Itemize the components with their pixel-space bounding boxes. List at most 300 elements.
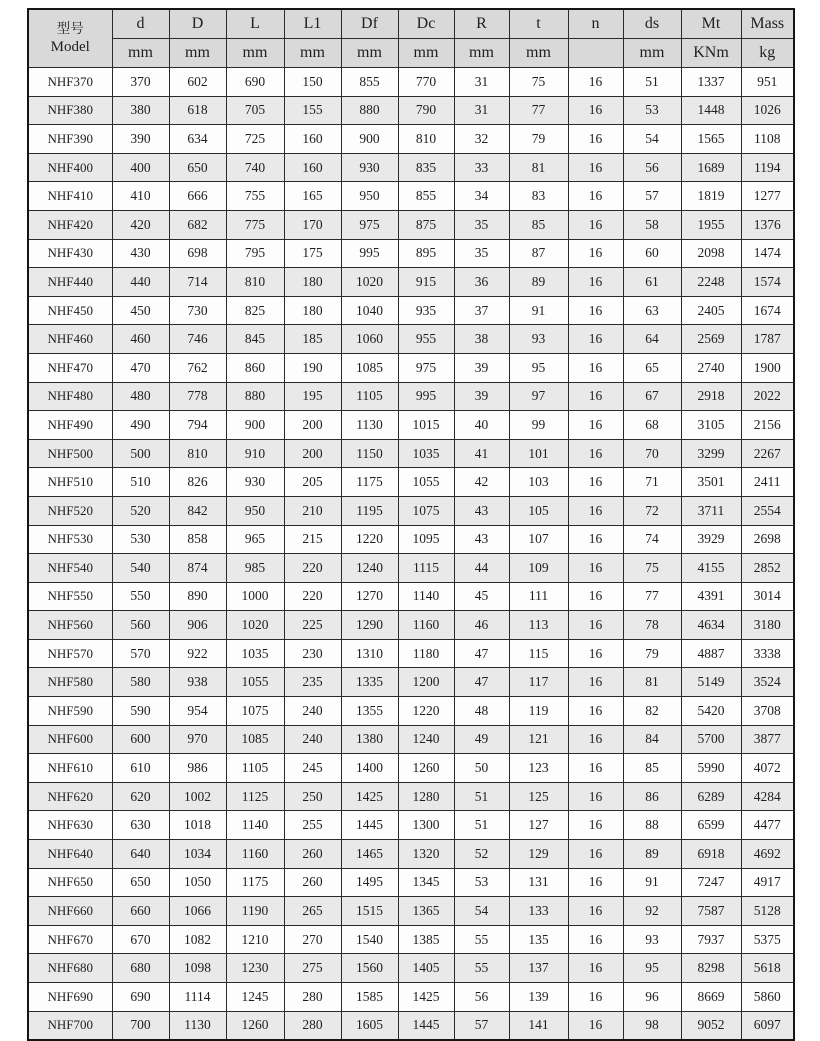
cell-n: 16 [568, 182, 623, 211]
cell-d: 620 [112, 782, 169, 811]
cell-d: 380 [112, 96, 169, 125]
cell-Dc: 1140 [398, 582, 454, 611]
cell-D: 874 [169, 554, 226, 583]
table-row [28, 153, 794, 182]
cell-D: 1082 [169, 925, 226, 954]
cell-Mt: 2918 [681, 382, 741, 411]
cell-D: 1002 [169, 782, 226, 811]
cell-R: 52 [454, 840, 509, 869]
cell-n: 16 [568, 239, 623, 268]
cell-D: 938 [169, 668, 226, 697]
cell-Df: 1380 [341, 725, 398, 754]
cell-L1: 180 [284, 296, 341, 325]
cell-R: 53 [454, 868, 509, 897]
cell-Mt: 3299 [681, 439, 741, 468]
cell-D: 666 [169, 182, 226, 211]
cell-D: 762 [169, 353, 226, 382]
cell-n: 16 [568, 582, 623, 611]
cell-d: 440 [112, 268, 169, 297]
model-cell: NHF640 [28, 840, 112, 869]
cell-d: 630 [112, 811, 169, 840]
cell-Mass: 1376 [741, 210, 794, 239]
model-cell: NHF490 [28, 411, 112, 440]
spec-table [27, 8, 795, 1041]
cell-ds: 61 [623, 268, 681, 297]
cell-n: 16 [568, 1011, 623, 1040]
model-cell: NHF480 [28, 382, 112, 411]
cell-D: 682 [169, 210, 226, 239]
cell-Mt: 4155 [681, 554, 741, 583]
cell-d: 400 [112, 153, 169, 182]
cell-Df: 855 [341, 68, 398, 97]
cell-L1: 240 [284, 725, 341, 754]
cell-d: 570 [112, 639, 169, 668]
cell-Mass: 1574 [741, 268, 794, 297]
cell-L1: 170 [284, 210, 341, 239]
cell-t: 121 [509, 725, 568, 754]
cell-n: 16 [568, 954, 623, 983]
cell-ds: 58 [623, 210, 681, 239]
cell-R: 47 [454, 668, 509, 697]
table-row [28, 325, 794, 354]
cell-Df: 950 [341, 182, 398, 211]
cell-Mass: 951 [741, 68, 794, 97]
cell-Dc: 1260 [398, 754, 454, 783]
cell-Dc: 1385 [398, 925, 454, 954]
table-row [28, 525, 794, 554]
cell-Mt: 2248 [681, 268, 741, 297]
cell-Dc: 1015 [398, 411, 454, 440]
cell-Mt: 5149 [681, 668, 741, 697]
cell-L: 1055 [226, 668, 284, 697]
cell-L: 725 [226, 125, 284, 154]
cell-d: 460 [112, 325, 169, 354]
cell-Dc: 1035 [398, 439, 454, 468]
cell-ds: 78 [623, 611, 681, 640]
cell-R: 31 [454, 68, 509, 97]
cell-L1: 195 [284, 382, 341, 411]
cell-D: 602 [169, 68, 226, 97]
table-row [28, 496, 794, 525]
cell-ds: 75 [623, 554, 681, 583]
cell-Mass: 4072 [741, 754, 794, 783]
cell-t: 123 [509, 754, 568, 783]
cell-ds: 64 [623, 325, 681, 354]
cell-L: 690 [226, 68, 284, 97]
table-row [28, 611, 794, 640]
cell-L1: 245 [284, 754, 341, 783]
cell-Df: 900 [341, 125, 398, 154]
model-cell: NHF440 [28, 268, 112, 297]
cell-D: 1034 [169, 840, 226, 869]
cell-Df: 1150 [341, 439, 398, 468]
cell-L1: 235 [284, 668, 341, 697]
cell-d: 410 [112, 182, 169, 211]
cell-n: 16 [568, 868, 623, 897]
cell-Mt: 3501 [681, 468, 741, 497]
cell-d: 580 [112, 668, 169, 697]
cell-L1: 275 [284, 954, 341, 983]
cell-n: 16 [568, 68, 623, 97]
cell-d: 610 [112, 754, 169, 783]
table-row [28, 182, 794, 211]
cell-L1: 190 [284, 353, 341, 382]
cell-L1: 260 [284, 868, 341, 897]
cell-d: 600 [112, 725, 169, 754]
cell-n: 16 [568, 468, 623, 497]
cell-ds: 93 [623, 925, 681, 954]
cell-L1: 165 [284, 182, 341, 211]
col-header-ds: ds [623, 9, 681, 39]
model-cell: NHF410 [28, 182, 112, 211]
cell-Mass: 2022 [741, 382, 794, 411]
cell-d: 540 [112, 554, 169, 583]
cell-D: 746 [169, 325, 226, 354]
cell-Mass: 3524 [741, 668, 794, 697]
cell-t: 107 [509, 525, 568, 554]
cell-t: 109 [509, 554, 568, 583]
cell-Mass: 6097 [741, 1011, 794, 1040]
cell-Dc: 1405 [398, 954, 454, 983]
cell-Dc: 855 [398, 182, 454, 211]
cell-R: 55 [454, 954, 509, 983]
cell-t: 95 [509, 353, 568, 382]
col-header-n: n [568, 9, 623, 39]
cell-D: 1114 [169, 983, 226, 1012]
cell-d: 700 [112, 1011, 169, 1040]
cell-Dc: 1055 [398, 468, 454, 497]
model-cell: NHF400 [28, 153, 112, 182]
cell-L1: 250 [284, 782, 341, 811]
model-cell: NHF510 [28, 468, 112, 497]
cell-t: 117 [509, 668, 568, 697]
cell-n: 16 [568, 96, 623, 125]
cell-L1: 200 [284, 439, 341, 468]
cell-Mass: 1474 [741, 239, 794, 268]
table-row [28, 868, 794, 897]
cell-Mt: 7587 [681, 897, 741, 926]
cell-Mt: 1689 [681, 153, 741, 182]
col-unit-Mass: kg [741, 39, 794, 68]
col-header-model [28, 9, 112, 68]
cell-Mass: 4917 [741, 868, 794, 897]
cell-L: 1230 [226, 954, 284, 983]
cell-L: 1260 [226, 1011, 284, 1040]
table-row [28, 353, 794, 382]
cell-D: 922 [169, 639, 226, 668]
cell-t: 101 [509, 439, 568, 468]
table-row [28, 296, 794, 325]
cell-Mt: 2740 [681, 353, 741, 382]
col-header-Mt: Mt [681, 9, 741, 39]
cell-d: 490 [112, 411, 169, 440]
cell-n: 16 [568, 897, 623, 926]
cell-Mt: 1955 [681, 210, 741, 239]
cell-d: 550 [112, 582, 169, 611]
cell-Df: 1400 [341, 754, 398, 783]
table-row [28, 554, 794, 583]
cell-L: 775 [226, 210, 284, 239]
cell-R: 47 [454, 639, 509, 668]
table-row [28, 96, 794, 125]
cell-Mt: 5420 [681, 697, 741, 726]
cell-Dc: 915 [398, 268, 454, 297]
cell-Df: 1085 [341, 353, 398, 382]
cell-Mass: 3877 [741, 725, 794, 754]
table-row [28, 840, 794, 869]
cell-R: 42 [454, 468, 509, 497]
cell-Mt: 8298 [681, 954, 741, 983]
cell-R: 51 [454, 782, 509, 811]
cell-Mt: 4887 [681, 639, 741, 668]
cell-L: 1190 [226, 897, 284, 926]
cell-L1: 230 [284, 639, 341, 668]
cell-Dc: 810 [398, 125, 454, 154]
cell-R: 44 [454, 554, 509, 583]
cell-D: 1050 [169, 868, 226, 897]
cell-L: 825 [226, 296, 284, 325]
cell-d: 420 [112, 210, 169, 239]
cell-t: 93 [509, 325, 568, 354]
cell-Df: 1195 [341, 496, 398, 525]
cell-Df: 1515 [341, 897, 398, 926]
cell-Mass: 2698 [741, 525, 794, 554]
cell-ds: 71 [623, 468, 681, 497]
cell-L1: 155 [284, 96, 341, 125]
cell-ds: 67 [623, 382, 681, 411]
cell-R: 38 [454, 325, 509, 354]
model-cell: NHF560 [28, 611, 112, 640]
cell-Mass: 5128 [741, 897, 794, 926]
cell-D: 906 [169, 611, 226, 640]
cell-ds: 84 [623, 725, 681, 754]
model-cell: NHF680 [28, 954, 112, 983]
cell-L: 1105 [226, 754, 284, 783]
col-header-L: L [226, 9, 284, 39]
cell-Mass: 1026 [741, 96, 794, 125]
cell-ds: 82 [623, 697, 681, 726]
cell-D: 970 [169, 725, 226, 754]
cell-d: 560 [112, 611, 169, 640]
cell-Mt: 1565 [681, 125, 741, 154]
cell-t: 139 [509, 983, 568, 1012]
cell-R: 49 [454, 725, 509, 754]
cell-n: 16 [568, 353, 623, 382]
cell-Dc: 1320 [398, 840, 454, 869]
table-row [28, 411, 794, 440]
cell-t: 77 [509, 96, 568, 125]
model-cell: NHF650 [28, 868, 112, 897]
cell-Df: 1310 [341, 639, 398, 668]
cell-D: 618 [169, 96, 226, 125]
table-row [28, 925, 794, 954]
cell-Df: 1290 [341, 611, 398, 640]
cell-L: 755 [226, 182, 284, 211]
col-header-Mass: Mass [741, 9, 794, 39]
cell-t: 79 [509, 125, 568, 154]
model-cell: NHF600 [28, 725, 112, 754]
cell-Df: 1425 [341, 782, 398, 811]
model-cell: NHF630 [28, 811, 112, 840]
model-cell: NHF700 [28, 1011, 112, 1040]
cell-n: 16 [568, 268, 623, 297]
cell-L: 705 [226, 96, 284, 125]
cell-Mt: 3105 [681, 411, 741, 440]
cell-ds: 81 [623, 668, 681, 697]
table-row [28, 697, 794, 726]
cell-Mass: 2267 [741, 439, 794, 468]
cell-n: 16 [568, 125, 623, 154]
cell-Mt: 4634 [681, 611, 741, 640]
cell-D: 1098 [169, 954, 226, 983]
col-unit-D: mm [169, 39, 226, 68]
cell-Mass: 3180 [741, 611, 794, 640]
cell-D: 714 [169, 268, 226, 297]
cell-t: 89 [509, 268, 568, 297]
cell-R: 34 [454, 182, 509, 211]
cell-n: 16 [568, 697, 623, 726]
cell-Df: 1465 [341, 840, 398, 869]
cell-D: 858 [169, 525, 226, 554]
cell-Mt: 7247 [681, 868, 741, 897]
cell-Mass: 4284 [741, 782, 794, 811]
cell-Df: 1240 [341, 554, 398, 583]
cell-Dc: 1365 [398, 897, 454, 926]
cell-d: 590 [112, 697, 169, 726]
table-row [28, 897, 794, 926]
cell-Dc: 1200 [398, 668, 454, 697]
cell-d: 650 [112, 868, 169, 897]
cell-ds: 72 [623, 496, 681, 525]
cell-ds: 65 [623, 353, 681, 382]
cell-Mass: 5618 [741, 954, 794, 983]
cell-d: 370 [112, 68, 169, 97]
cell-Dc: 770 [398, 68, 454, 97]
cell-D: 1018 [169, 811, 226, 840]
cell-D: 794 [169, 411, 226, 440]
model-cell: NHF470 [28, 353, 112, 382]
cell-L: 930 [226, 468, 284, 497]
cell-d: 390 [112, 125, 169, 154]
cell-R: 37 [454, 296, 509, 325]
model-cell: NHF550 [28, 582, 112, 611]
cell-L: 795 [226, 239, 284, 268]
cell-t: 131 [509, 868, 568, 897]
cell-t: 105 [509, 496, 568, 525]
cell-t: 81 [509, 153, 568, 182]
cell-L1: 240 [284, 697, 341, 726]
cell-Mass: 1787 [741, 325, 794, 354]
cell-Df: 1560 [341, 954, 398, 983]
cell-ds: 74 [623, 525, 681, 554]
col-unit-ds: mm [623, 39, 681, 68]
cell-Mass: 2411 [741, 468, 794, 497]
model-cell: NHF460 [28, 325, 112, 354]
cell-Mt: 8669 [681, 983, 741, 1012]
table-header [28, 9, 794, 68]
cell-d: 520 [112, 496, 169, 525]
cell-Dc: 1075 [398, 496, 454, 525]
cell-ds: 53 [623, 96, 681, 125]
cell-Dc: 1345 [398, 868, 454, 897]
cell-t: 87 [509, 239, 568, 268]
cell-Mt: 6289 [681, 782, 741, 811]
cell-L: 985 [226, 554, 284, 583]
cell-R: 55 [454, 925, 509, 954]
cell-t: 111 [509, 582, 568, 611]
cell-R: 57 [454, 1011, 509, 1040]
col-unit-Mt: KNm [681, 39, 741, 68]
cell-R: 40 [454, 411, 509, 440]
cell-t: 133 [509, 897, 568, 926]
cell-R: 50 [454, 754, 509, 783]
cell-t: 99 [509, 411, 568, 440]
cell-Df: 880 [341, 96, 398, 125]
cell-d: 480 [112, 382, 169, 411]
cell-R: 36 [454, 268, 509, 297]
table-row [28, 382, 794, 411]
model-cell: NHF540 [28, 554, 112, 583]
table-row [28, 811, 794, 840]
cell-Df: 1540 [341, 925, 398, 954]
cell-ds: 60 [623, 239, 681, 268]
cell-d: 690 [112, 983, 169, 1012]
cell-L: 950 [226, 496, 284, 525]
cell-Df: 1020 [341, 268, 398, 297]
cell-Dc: 895 [398, 239, 454, 268]
cell-Mt: 1819 [681, 182, 741, 211]
cell-L1: 160 [284, 125, 341, 154]
col-header-t: t [509, 9, 568, 39]
cell-ds: 70 [623, 439, 681, 468]
model-cell: NHF430 [28, 239, 112, 268]
cell-Dc: 995 [398, 382, 454, 411]
cell-ds: 92 [623, 897, 681, 926]
cell-Dc: 1115 [398, 554, 454, 583]
model-cell: NHF520 [28, 496, 112, 525]
cell-Df: 1130 [341, 411, 398, 440]
cell-Dc: 1160 [398, 611, 454, 640]
cell-Dc: 1280 [398, 782, 454, 811]
table-row [28, 725, 794, 754]
cell-D: 986 [169, 754, 226, 783]
cell-d: 470 [112, 353, 169, 382]
cell-L1: 220 [284, 554, 341, 583]
cell-n: 16 [568, 639, 623, 668]
cell-Mass: 2852 [741, 554, 794, 583]
cell-L: 1210 [226, 925, 284, 954]
cell-d: 640 [112, 840, 169, 869]
cell-R: 31 [454, 96, 509, 125]
cell-L: 1000 [226, 582, 284, 611]
cell-L1: 180 [284, 268, 341, 297]
cell-D: 810 [169, 439, 226, 468]
cell-R: 56 [454, 983, 509, 1012]
cell-R: 51 [454, 811, 509, 840]
table-row [28, 782, 794, 811]
cell-d: 450 [112, 296, 169, 325]
table-row [28, 439, 794, 468]
cell-L1: 160 [284, 153, 341, 182]
cell-Mt: 2569 [681, 325, 741, 354]
cell-D: 954 [169, 697, 226, 726]
cell-L: 1020 [226, 611, 284, 640]
cell-R: 48 [454, 697, 509, 726]
model-cell: NHF570 [28, 639, 112, 668]
model-cell: NHF620 [28, 782, 112, 811]
cell-ds: 96 [623, 983, 681, 1012]
cell-t: 113 [509, 611, 568, 640]
